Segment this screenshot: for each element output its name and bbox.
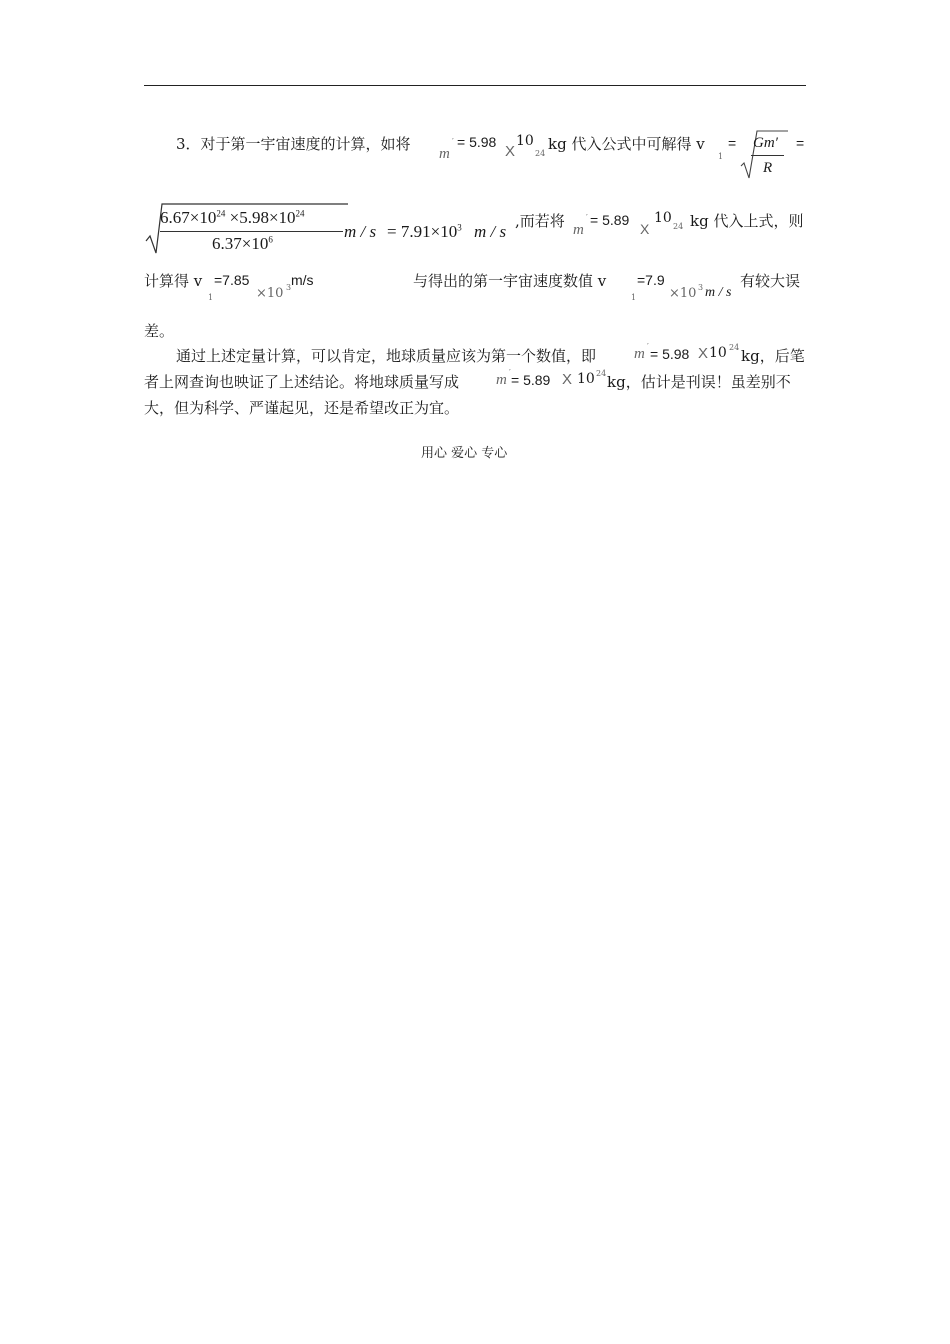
line3-mid: 与得出的第一宇宙速度数值 v [413, 272, 607, 290]
exp24-2: 24 [295, 208, 305, 219]
ten-base-3: 10 [709, 345, 727, 361]
line3-tail: 有较大误 [740, 272, 801, 290]
unit-ms-3: m/s [291, 272, 314, 288]
ten-base-4: 10 [577, 371, 595, 387]
num-667: 6.67 [160, 208, 190, 227]
exp3: 3 [457, 222, 462, 233]
ten-base: 10 [516, 133, 534, 149]
v-subscript-2: 1 [208, 293, 214, 302]
exp6: 6 [268, 234, 273, 245]
mass-value-589-b: = 5.89 [511, 372, 551, 388]
ten-4: 10 [440, 222, 458, 241]
num-598: 5.98 [239, 208, 269, 227]
times-sign: X [505, 143, 516, 160]
para2-line3: 大，但为科学、严谨起见，还是希望改正为宜。 [144, 399, 460, 417]
equals-end: = [796, 135, 805, 151]
header-rule [144, 85, 806, 86]
value-785: =7.85 [214, 272, 250, 288]
exp-3-a: 3 [286, 283, 292, 292]
line3-lead: 计算得 v [144, 272, 203, 290]
times-ten-3: ×10 [256, 286, 284, 301]
mass-symbol-3: m [634, 346, 645, 362]
result-value: = 7.91 [387, 222, 431, 241]
unit-ms-2: m / s [474, 222, 507, 241]
mass-symbol-4: m [496, 372, 507, 388]
times-4: × [241, 234, 252, 253]
times-sign-3: X [698, 345, 709, 362]
v-subscript-3: 1 [631, 293, 637, 302]
mass-prime-4: ′ [509, 368, 511, 377]
para2-line1-tail: kg，后笔 [741, 347, 805, 365]
exp-3-b: 3 [698, 283, 704, 292]
fraction-numerator: Gm′ [753, 135, 778, 151]
ten-1: 10 [199, 208, 217, 227]
num-637: 6.37 [212, 234, 242, 253]
line1-lead: 3．对于第一宇宙速度的计算，如将 [176, 135, 411, 153]
times-sign-4: X [562, 371, 573, 388]
para2-line2-lead: 者上网查询也映证了上述结论。将地球质量写成 [144, 373, 460, 391]
line1-kg-text: kg 代入公式中可解得 v [548, 135, 705, 153]
equals-sign: = [728, 135, 737, 151]
times-sign-2: X [640, 221, 650, 237]
footer-motto: 用心 爱心 专心 [421, 446, 508, 461]
mass-value-598: = 5.98 [457, 134, 497, 150]
ten-2: 10 [278, 208, 296, 227]
exponent-24: 24 [535, 149, 546, 158]
ten-base-2: 10 [654, 210, 672, 226]
para2-line2-tail: kg，估计是刊误！虽差别不 [607, 373, 791, 391]
exp24-1: 24 [216, 208, 226, 219]
formula-numerator [160, 208, 305, 228]
unit-ms-1: m / s [344, 222, 377, 241]
formula-tail: kg 代入上式，则 [690, 212, 804, 230]
exponent-24-4: 24 [596, 369, 607, 378]
mass-value-598-b: = 5.98 [650, 346, 690, 362]
fraction-bar [751, 155, 784, 156]
ruo-jiang-text: ,而若将 [515, 212, 565, 230]
times-3: × [268, 208, 279, 227]
para2-line1-lead: 通过上述定量计算，可以肯定，地球质量应该为第一个数值，即 [176, 347, 597, 365]
result-791 [387, 222, 462, 242]
times-1: × [189, 208, 200, 227]
mass-symbol-2: m [573, 222, 584, 238]
mass-prime-3: ′ [647, 342, 649, 351]
fraction-denominator: R [763, 160, 773, 176]
v-subscript: 1 [718, 152, 724, 161]
mass-symbol: m [439, 146, 450, 162]
mass-value-589: = 5.89 [590, 212, 630, 228]
exponent-24-2: 24 [673, 222, 684, 231]
times-ten-3-b: ×10 [669, 286, 697, 301]
exponent-24-3: 24 [729, 343, 740, 352]
mass-prime-2: ′ [586, 213, 588, 222]
times-5: × [430, 222, 441, 241]
mass-prime: ′ [452, 137, 454, 146]
ten-3: 10 [251, 234, 269, 253]
line4-text: 差。 [144, 322, 175, 340]
formula-denominator [212, 234, 273, 254]
unit-ms-4: m / s [705, 285, 732, 300]
times-2: × [229, 208, 240, 227]
formula-fraction-bar [160, 231, 343, 232]
value-79: =7.9 [637, 272, 665, 288]
